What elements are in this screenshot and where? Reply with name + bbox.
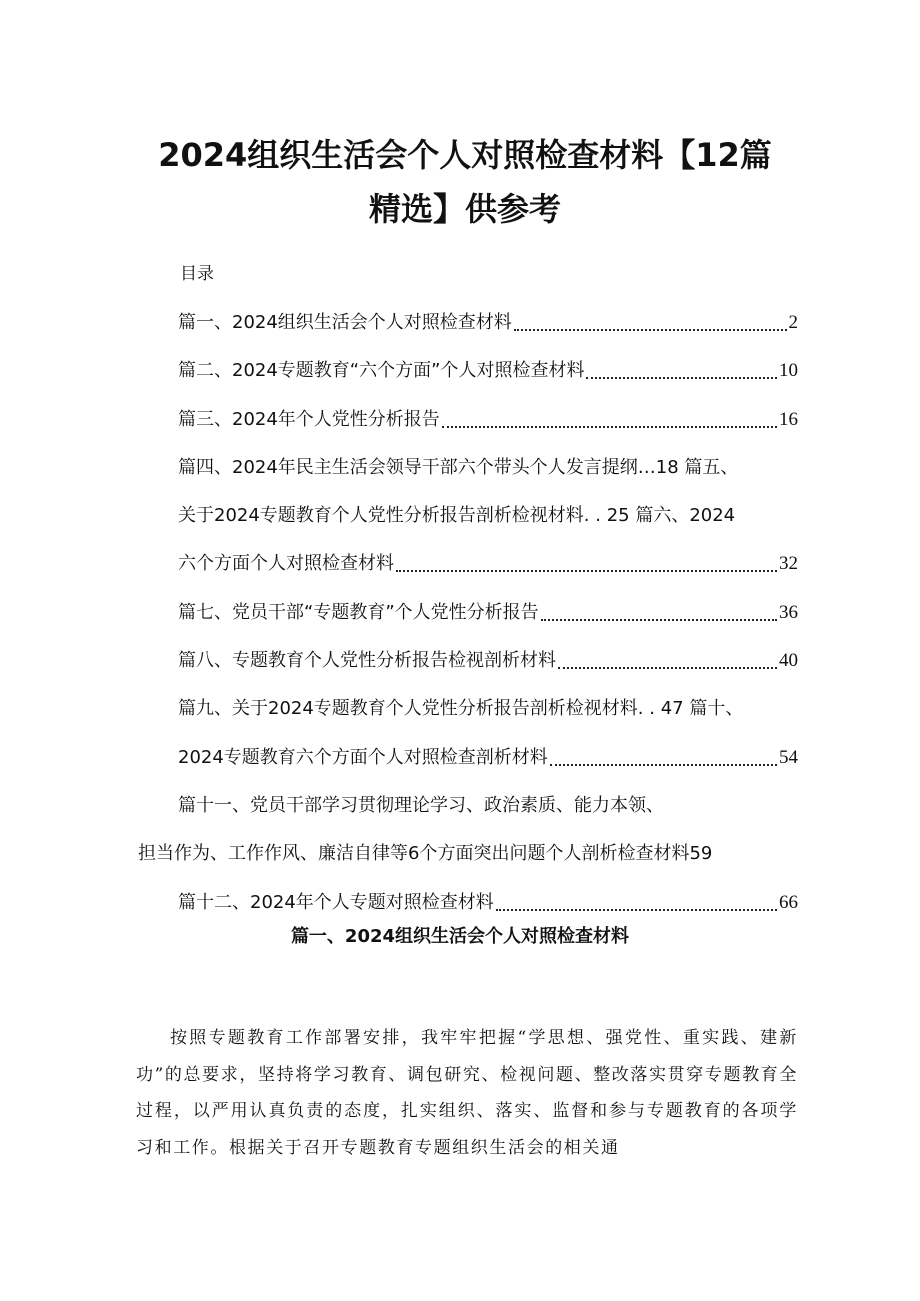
toc-entry-text: 篇九、关于2024专题教育个人党性分析报告剖析检视材料. . 47 篇十、 [178,698,744,720]
toc-page-number: 10 [779,360,798,382]
toc-entry-11-cont[interactable] [138,835,798,883]
toc-page-number: 2 [788,312,798,333]
toc-dot-leader [396,545,777,583]
toc-entry-text: 篇四、2024年民主生活会领导干部六个带头个人发言提纲…18 篇五、 [178,456,739,478]
toc-entry-label: 2024专题教育六个方面个人对照检查剖析材料 [178,746,548,768]
toc-entry-label: 篇八、专题教育个人党性分析报告检视剖析材料 [178,650,556,672]
toc-dot-leader [558,642,777,680]
table-of-contents [138,304,798,932]
toc-entry-5-6[interactable] [138,497,798,545]
toc-dot-leader [550,739,777,777]
toc-entry-text: 关于2024专题教育个人党性分析报告剖析检视材料. . 25 篇六、2024 [178,505,736,527]
document-title: 2024组织生活会个人对照检查材料【12篇精选】供参考 [158,136,772,228]
toc-page-number: 40 [779,650,798,672]
toc-entry-text: 篇十一、党员干部学习贯彻理论学习、政治素质、能力本领、 [178,794,664,816]
toc-entry-label: 篇十二、2024年个人专题对照检查材料 [178,891,494,913]
toc-dot-leader [586,352,777,390]
toc-entry-label: 篇七、党员干部“专题教育”个人党性分析报告 [178,601,539,623]
toc-entry-1[interactable] [138,304,798,352]
toc-dot-leader [442,401,777,439]
toc-entry-9-10[interactable] [138,690,798,738]
toc-page-number: 54 [779,746,798,768]
toc-entry-label: 六个方面个人对照检查材料 [178,553,394,575]
toc-dot-leader [541,594,777,632]
section-heading: 篇一、2024组织生活会个人对照检查材料 [290,926,630,947]
toc-page-number: 36 [779,601,798,623]
toc-entry-10[interactable] [138,739,798,787]
toc-entry-8[interactable] [138,642,798,690]
toc-entry-label: 篇二、2024专题教育“六个方面”个人对照检查材料 [178,360,585,382]
toc-page-number: 16 [779,408,798,430]
toc-entry-text: 担当作为、工作作风、廉洁自律等6个方面突出问题个人剖析检查材料59 [138,843,713,865]
toc-dot-leader [514,304,787,342]
toc-heading: 目录 [180,264,214,284]
toc-entry-label: 篇一、2024组织生活会个人对照检查材料 [178,312,512,333]
toc-entry-7[interactable] [138,594,798,642]
toc-entry-11[interactable] [138,787,798,835]
toc-entry-4-5[interactable] [138,449,798,497]
toc-page-number: 66 [779,891,798,913]
toc-dot-leader [496,884,777,922]
toc-entry-6[interactable] [138,545,798,593]
toc-entry-2[interactable] [138,352,798,400]
toc-entry-3[interactable] [138,401,798,449]
toc-entry-label: 篇三、2024年个人党性分析报告 [178,408,440,430]
body-paragraph: 按照专题教育工作部署安排，我牢牢把握“学思想、强党性、重实践、建新功”的总要求，坚持将学习教育、调包研究、检视问题、整改落实贯穿专题教育全过程，以严用认真负责的态度，扎实组织、落实、监督和参与专题教育的各项学习和工作。根据关于召开专题教育专题组织生活会的相关通 [136,1028,798,1158]
toc-page-number: 32 [779,553,798,575]
